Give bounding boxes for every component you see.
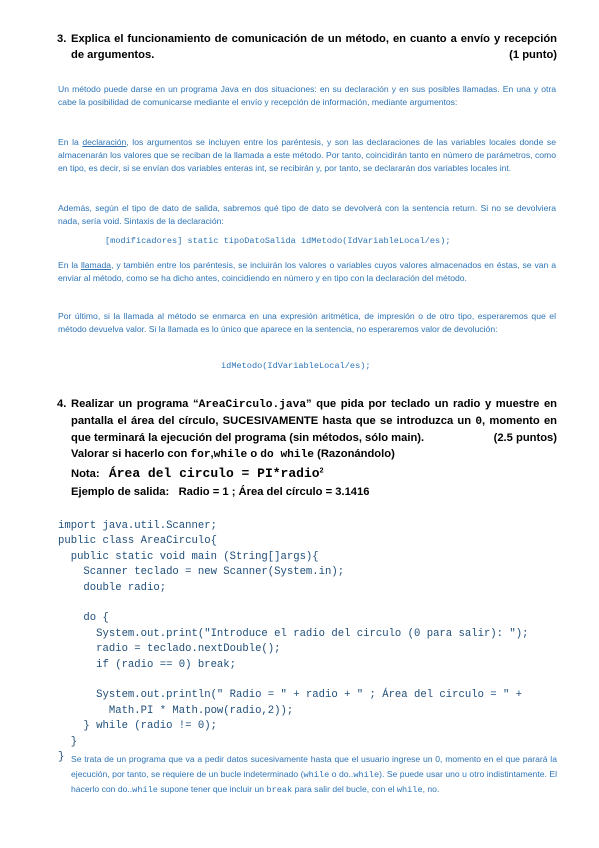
call-syntax: idMetodo(IdVariableLocal/es); [221, 361, 371, 371]
question-text: Realizar un programa “AreaCirculo.java” que pida por teclado un radio y muestre en pantalla el área del círculo, SUCESIVAMENTE hasta que se introduzca un 0, momento en que terminará la ejecución del programa (sin métodos, sólo main). (2.5 puntos) [71, 398, 557, 444]
code-block [58, 519, 528, 766]
code-line: if (radio == 0) break; [58, 658, 237, 671]
nota-line: Nota: Área del circulo = PI*radio$^2$ [71, 466, 324, 481]
underlined-term: declaración [82, 137, 127, 147]
code-line [58, 673, 528, 688]
code-line: public class AreaCirculo{ [58, 535, 217, 548]
question-text: Explica el funcionamiento de comunicación de un método, en cuanto a envío y recepción de argumentos. (1 punto) [71, 33, 557, 61]
code-line: Math.PI * Math.pow(radio,2)); [58, 704, 294, 717]
code-line: } [58, 751, 65, 764]
code-line [58, 596, 528, 611]
answer-paragraph: Además, según el tipo de dato de salida, sabremos qué tipo de dato se devolverá con la sentencia return. Si no se devolviera nada, sería void. Sintaxis de la declaración: [58, 203, 556, 226]
code-line: System.out.print("Introduce el radio del circulo (0 para salir): "); [58, 627, 529, 640]
code-line: System.out.println(" Radio = " + radio + " ; Área del circulo = " + [58, 689, 523, 702]
question-number: 4. [57, 398, 67, 410]
question-points: (1 punto) [509, 49, 557, 61]
code-line: } [58, 735, 78, 748]
question-points: (2.5 puntos) [493, 432, 557, 444]
code-line: } while (radio != 0); [58, 720, 217, 733]
declaration-syntax: [modificadores] static tipoDatoSalida idMetodo(IdVariableLocal/es); [105, 236, 451, 246]
question-3 [57, 31, 557, 63]
area-formula: Área del circulo = PI*radio [108, 466, 320, 481]
code-line: do { [58, 612, 109, 625]
code-line: Scanner teclado = new Scanner(System.in); [58, 566, 345, 579]
explanation-paragraph: Se trata de un programa que va a pedir datos sucesivamente hasta que el usuario ingrese un 0, momento en el que parará la ejecución, por tanto, se requiere de un bucle indeterminado (while o do..while). Se puede usar uno u otro indistintamente. El hacerlo con do..while supone tener que incluir un break para salir del bucle, con el while, no. [71, 754, 558, 795]
code-line: double radio; [58, 581, 167, 594]
answer-paragraph: Un método puede darse en un programa Java en dos situaciones: en su declaración y en sus posibles llamadas. En una y otra cabe la posibilidad de comunicarse mediante el envío y recepción de información, mediante argumentos: [58, 84, 556, 107]
underlined-term: llamada [80, 260, 112, 270]
code-line: radio = teclado.nextDouble(); [58, 643, 281, 656]
ejemplo-line: Ejemplo de salida: Radio = 1 ; Área del círculo = 3.1416 [71, 486, 370, 498]
answer-paragraph: En la llamada, y también entre los paréntesis, se incluirán los valores o variables cuyos valores almacenados en éstas, se van a enviar al método, como se ha dicho antes, coincidiendo en número y en tipo con la declaración del método. [58, 260, 556, 283]
answer-paragraph: Por último, si la llamada al método se enmarca en una expresión aritmética, de impresión o de otro tipo, esperaremos que el método devuelva valor. Si la llamada es lo único que aparece en la sentencia, no esperaremos valor de devolución: [58, 311, 556, 334]
code-line: public static void main (String[]args){ [58, 550, 319, 563]
code-line: import java.util.Scanner; [58, 520, 217, 532]
question-4 [57, 396, 557, 446]
valorar-line: Valorar si hacerlo con for,while o do while (Razonándolo) [71, 448, 395, 461]
question-number: 3. [57, 33, 67, 45]
answer-paragraph: En la declaración, los argumentos se incluyen entre los paréntesis, y son las declaraciones de las variables locales donde se almacenarán los valores que se reciban de la llamada a este método. Por tanto, coincidirán tanto en número de parámetros, como en tipo, es decir, si se envían dos variables enteras int, se recibirán y, por tanto, se declararán dos variables locales int. [58, 137, 556, 173]
